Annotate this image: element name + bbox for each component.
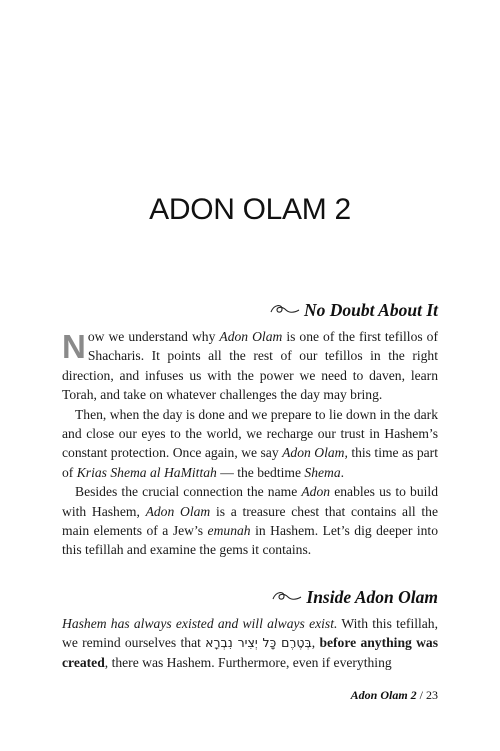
text-run: Then, when the day is done and we prepare to lie down in the dark and close our eyes to the world, we recharge our trust in Hashem’s constant protection. Once again, we say — [62, 406, 438, 461]
text-run: Besides the crucial connection the name — [75, 484, 302, 500]
text-run: is a treasure chest that contains all the main elements of a Jew’s — [62, 503, 438, 539]
text-run: this time as part of — [62, 445, 438, 480]
text-run: Adon — [301, 484, 331, 500]
text-run: Adon Olam — [219, 329, 283, 344]
text-run: before anything was created — [62, 635, 438, 670]
paragraph-text — [62, 616, 438, 670]
section-heading-no-doubt — [60, 300, 438, 321]
text-run: , there was Hashem. Furthermore, even if everything — [104, 654, 392, 670]
text-run: enables us to build with Hashem, — [62, 484, 438, 519]
text-run: Adon Olam — [145, 503, 211, 519]
text-run: — the bedtime — [216, 464, 305, 480]
text-run: ow we understand why — [87, 329, 220, 344]
paragraph — [62, 405, 438, 483]
page-footer — [60, 688, 438, 703]
text-run: emunah — [207, 523, 251, 539]
page-number: 23 — [426, 688, 438, 702]
curl-ornament-icon — [270, 303, 300, 317]
section-heading-text: No Doubt About It — [303, 300, 438, 320]
section-heading-text: Inside Adon Olam — [306, 587, 438, 607]
paragraph-text — [62, 407, 438, 480]
text-run: Adon Olam, — [282, 445, 348, 461]
paragraph — [62, 482, 438, 560]
text-run: Hashem has always existed and will always exist. — [62, 616, 338, 631]
text-run: . — [340, 464, 345, 480]
section-2-body — [62, 614, 438, 672]
text-run: , — [311, 635, 320, 651]
text-run: is one of the first tefillos of Shacharis. It points all the rest of our tefillos in the right direction, and infuses us with the power we need to daven, learn Torah, and take on whatever challenges the day may bring. — [62, 329, 438, 403]
paragraph-text — [62, 484, 438, 557]
text-run: With this tefillah, we remind ourselves that — [62, 616, 438, 651]
paragraph — [62, 327, 438, 405]
hebrew-text: בְּטֶרֶם כָּל יְצִיר נִבְרָא — [205, 635, 312, 651]
text-run: Krias Shema al HaMittah — [76, 464, 217, 480]
section-1-body — [62, 327, 438, 560]
text-run: in Hashem. Let’s dig deeper into this tefillah and examine the gems it contains. — [62, 523, 439, 558]
text-run: Shema — [304, 464, 341, 480]
section-heading-inside — [60, 587, 438, 608]
paragraph-text — [62, 329, 438, 402]
chapter-title: ADON OLAM 2 — [149, 193, 351, 226]
running-footer-title: Adon Olam 2 — [350, 688, 417, 702]
curl-ornament-icon — [272, 590, 302, 604]
footer-separator: / — [416, 688, 426, 702]
paragraph — [62, 614, 438, 672]
drop-cap: N — [62, 328, 86, 365]
